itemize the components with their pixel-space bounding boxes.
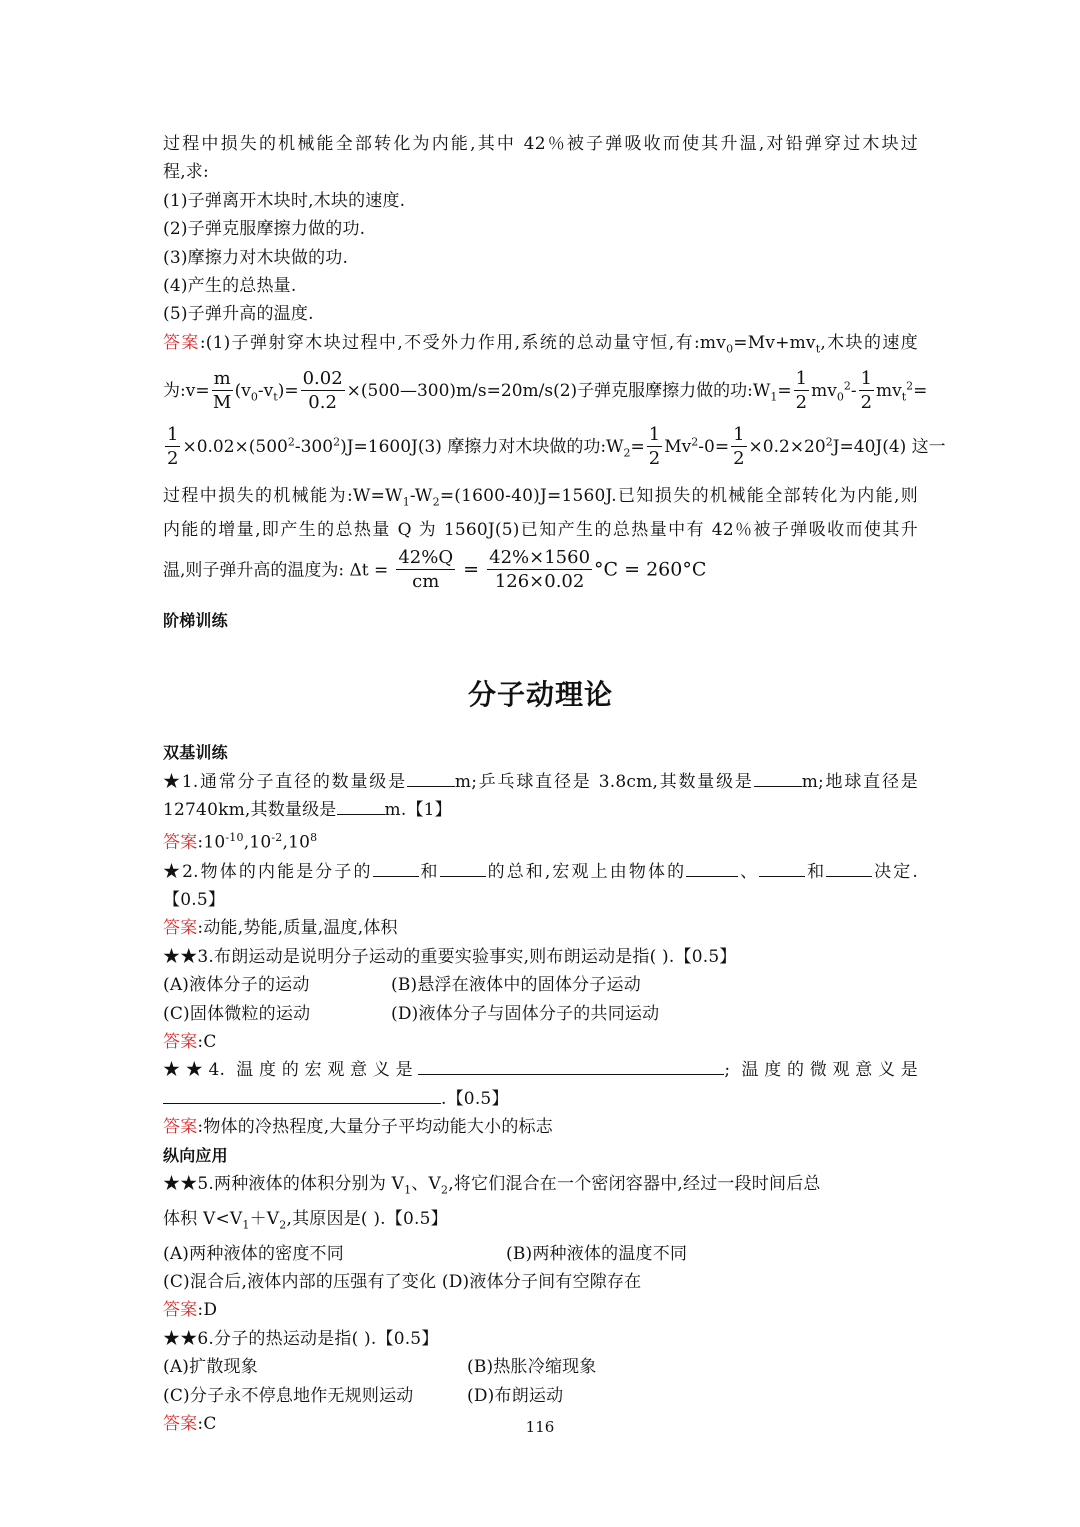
question-2: (2)子弹克服摩擦力做的功. <box>163 219 366 240</box>
solution-line: 内能的增量,即产生的总热量 Q 为 1560J(5)已知产生的总热量中有 42％被子弹吸收而使其升 <box>163 520 918 541</box>
solution-line: 答案:(1)子弹射穿木块过程中,不受外力作用,系统的总动量守恒,有$:mv_0=Mv+mv_t$,木块的速度 <box>163 332 918 356</box>
intro-line: 过程中损失的机械能全部转化为内能,其中 42％被子弹吸收而使其升温,对铅弹穿过木块过 <box>163 134 918 154</box>
solution-line: $\frac{1}{2}$ $\times 0.02\times(500^2-300^2)J=1600J(3)$ 摩擦力对木块做的功$:W_2=$ $\frac{1}{2}$ $Mv^2-0=$ $\frac{1}{2}$ $\times 0.2\times 20^2J=40J(4)$ 这一 <box>167 423 946 469</box>
problem-6: ★★6.分子的热运动是指( ).【0.5】 <box>163 1328 439 1349</box>
page-content <box>163 130 946 1438</box>
problem-3-options: (A)液体分子的运动 (B)悬浮在液体中的固体分子运动 <box>163 975 641 996</box>
problem-1-answer: 答案$:10^{-10},10^{-2},10^8$ <box>163 831 318 854</box>
problem-3-options: (C)固体微粒的运动 (D)液体分子与固体分子的共同运动 <box>163 1003 660 1024</box>
solution-line: 温,则子弹升高的温度为: Δt = $\frac{42\%Q}{cm}$ = $\frac{42\%\times 1560}{126\times 0.02}$ °C = 260°C <box>163 546 707 592</box>
problem-5-options: (C)混合后,液体内部的压强有了变化 (D)液体分子间有空隙存在 <box>163 1272 642 1292</box>
problem-4-answer: 答案:物体的冷热程度,大量分子平均动能大小的标志 <box>163 1117 553 1138</box>
problem-1: ★1.通常分子直径的数量级是 m;乒乓球直径是 3.8cm,其数量级是 m;地球直径是 <box>163 771 918 792</box>
problem-5-options: (A)两种液体的密度不同 (B)两种液体的温度不同 <box>163 1243 688 1264</box>
fraction: $\frac{42\%Q}{cm}$ <box>398 546 454 592</box>
fraction: $\frac{42\%\times 1560}{126\times 0.02}$ <box>489 546 591 592</box>
intro-line: 程,求: <box>163 162 209 183</box>
problem-3-answer: 答案:C <box>163 1031 217 1052</box>
problem-2-score: 【0.5】 <box>163 889 226 910</box>
problem-2-answer: 答案:动能,势能,质量,温度,体积 <box>163 918 398 939</box>
section-heading: 双基训练 <box>163 743 228 763</box>
fraction: $\frac{m}{M}$ <box>212 367 232 413</box>
problem-4: .【0.5】 <box>163 1085 918 1113</box>
problem-2: ★2.物体的内能是分子的 和 的总和,宏观上由物体的 、 和 决定. <box>163 861 919 882</box>
problem-6-options: (A)扩散现象 (B)热胀冷缩现象 <box>163 1357 597 1378</box>
fraction: $\frac{1}{2}$ <box>733 423 745 469</box>
problem-4: ★★4. 温度的宏观意义是 ; 温度的微观意义是 <box>163 1060 918 1081</box>
problem-6-answer: 答案:C <box>163 1414 217 1435</box>
problem-5-answer: 答案:D <box>163 1300 218 1321</box>
ladder-heading: 阶梯训练 <box>163 610 228 630</box>
question-4: (4)产生的总热量. <box>163 276 297 297</box>
fraction: $\frac{1}{2}$ <box>860 367 873 413</box>
problem-6-options: (C)分子永不停息地作无规则运动 (D)布朗运动 <box>163 1385 564 1406</box>
fraction: $\frac{1}{2}$ <box>648 423 661 469</box>
solution-line: 过程中损失的机械能为$:W=W_1-W_2=(1600-40)J=1560J$.已知损失的机械能全部转化为内能,则 <box>163 485 918 509</box>
answer-label: 答案 <box>163 332 200 353</box>
fraction: $\frac{1}{2}$ <box>167 423 179 469</box>
solution-line: 为:v= $\frac{m}{M}$ $(v_0-v_t)=$ $\frac{0.02}{0.2}$ ×(500—300)m/s=20m/s(2)子弹克服摩擦力做的功$:W_1=$ $\frac{1}{2}$ $mv_0^2-$ $\frac{1}{2}$ $mv_t^2=$ <box>163 367 928 413</box>
problem-5: 体积 $V<V_1+V_2$,其原因是( ).【0.5】 <box>163 1208 448 1232</box>
question-1: (1)子弹离开木块时,木块的速度. <box>163 190 406 211</box>
problem-3: ★★3.布朗运动是说明分子运动的重要实验事实,则布朗运动是指( ).【0.5】 <box>163 946 737 967</box>
fraction: $\frac{1}{2}$ <box>795 367 808 413</box>
question-3: (3)摩擦力对木块做的功. <box>163 247 349 268</box>
question-5: (5)子弹升高的温度. <box>163 304 314 325</box>
section-heading: 纵向应用 <box>163 1145 228 1165</box>
page-number: 116 <box>525 1418 555 1436</box>
problem-5: ★★5.两种液体的体积分别为 $V_1$、$V_2$,将它们混合在一个密闭容器中,经过一段时间后总 <box>163 1174 821 1197</box>
fraction: $\frac{0.02}{0.2}$ <box>302 367 343 413</box>
problem-1: 12740km,其数量级是 m.【1】 <box>163 800 452 821</box>
page-title: 分子动理论 <box>467 678 613 712</box>
